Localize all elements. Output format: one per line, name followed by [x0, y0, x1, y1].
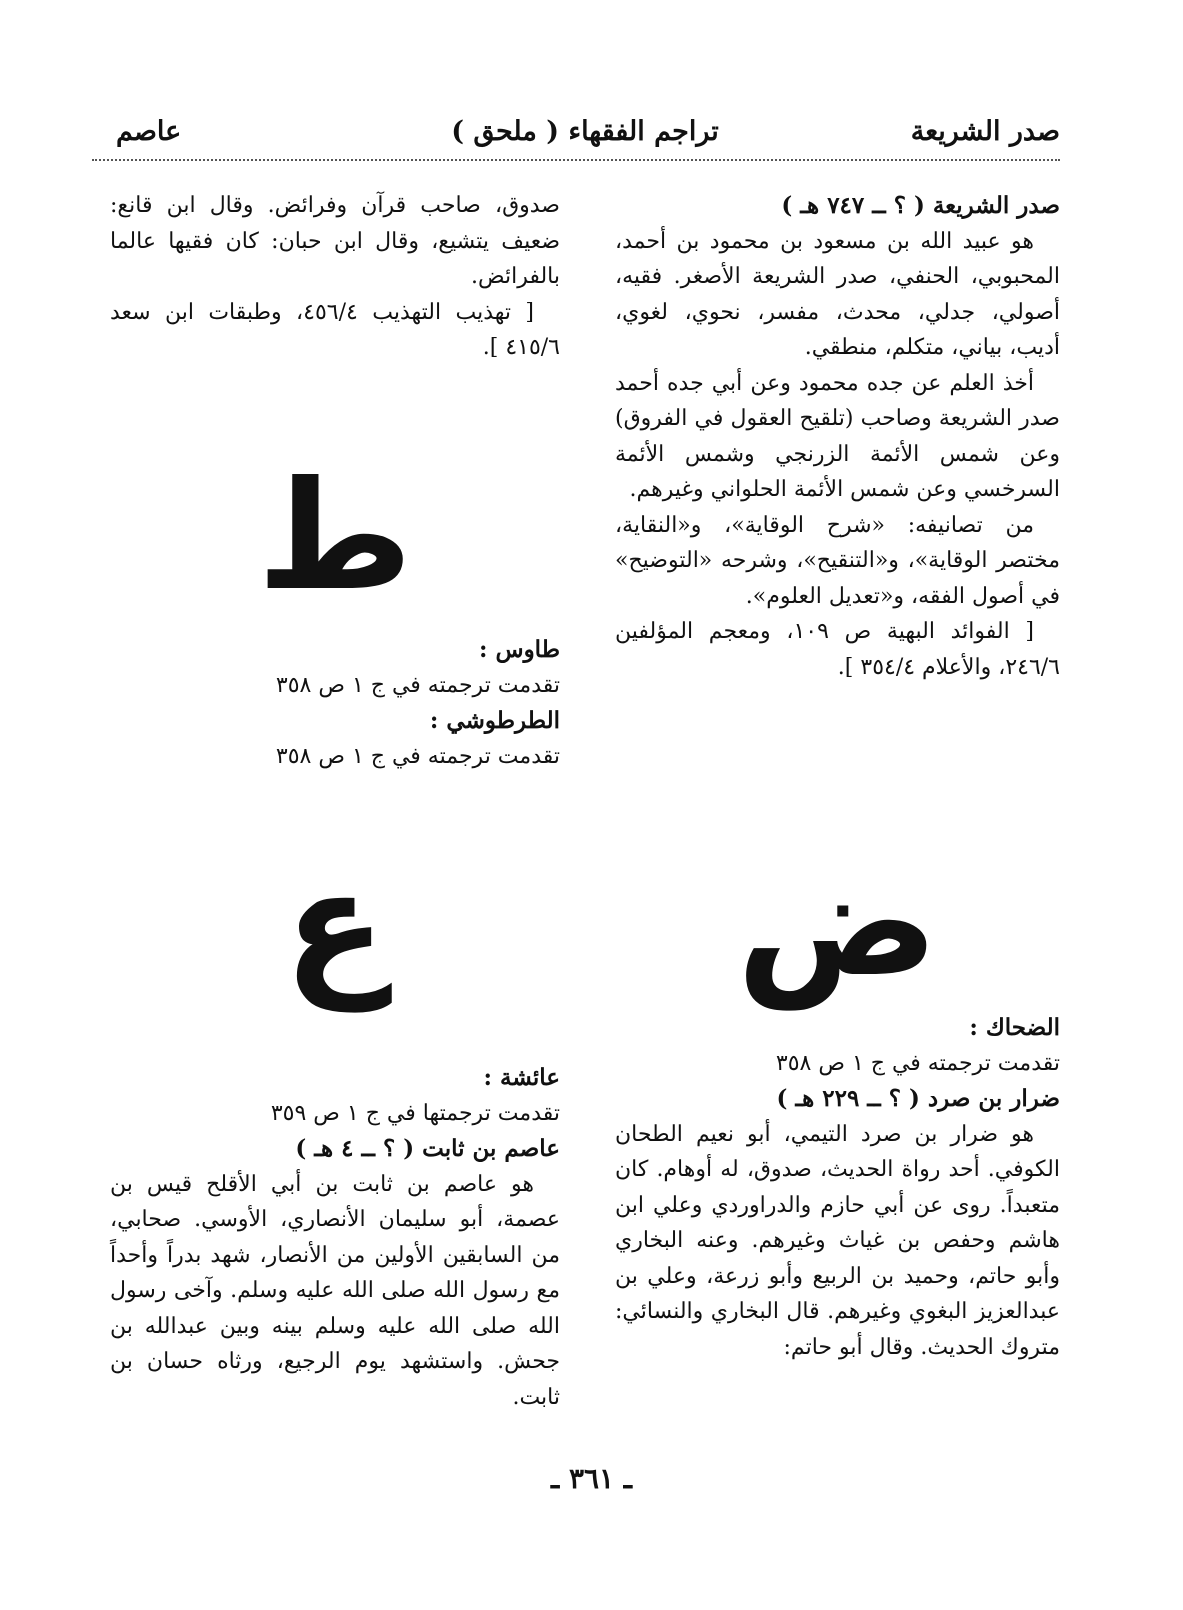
- entry-title: عائشة :: [483, 1064, 560, 1091]
- entry-body: تقدمت ترجمتها في ج ١ ص ٣٥٩: [270, 1100, 560, 1126]
- entry-body: هو ضرار بن صرد التيمي، أبو نعيم الطحان الكوفي. أحد رواة الحديث، صدوق، له أوهام. كان متعبداً. روى عن أبي حازم والدراوردي وعلي ابن هاشم وحفص بن غياث وغيرهم. وعنه البخاري وأبو حاتم، وحميد بن الربيع وأبو زرعة، وعلي بن عبدالعزيز البغوي وغيرهم. قال البخاري والنسائي: متروك الحديث. وقال أبو حاتم:: [615, 1121, 1060, 1360]
- header-left: عاصم: [116, 116, 182, 147]
- page-number: ـ ٣٦١ ـ: [550, 1462, 633, 1495]
- entry-title: صدر الشريعة ( ؟ ــ ٧٤٧ هـ ): [781, 192, 1060, 219]
- entry-body: هو عبيد الله بن مسعود بن محمود بن أحمد، المحبوبي، الحنفي، صدر الشريعة الأصغر. فقيه، أصولي، جدلي، محدث، مفسر، نحوي، لغوي، أديب، بياني، متكلم، منطقي.: [615, 228, 1060, 360]
- entry-body: أخذ العلم عن جده محمود وعن أبي جده أحمد صدر الشريعة وصاحب (تلقيح العقول في الفروق) وعن شمس الأئمة الزرنجي وشمس الأئمة السرخسي وعن شمس الأئمة الحلواني وغيرهم.: [615, 370, 1060, 502]
- left-column-middle: [110, 632, 560, 774]
- right-column-bottom: [615, 1010, 1060, 1365]
- running-header: [110, 116, 1060, 160]
- section-letter-ain: ع: [283, 838, 387, 1012]
- entry-body: من تصانيفه: «شرح الوقاية»، و«النقاية، مختصر الوقاية»، و«التنقيح»، وشرحه «التوضيح» في أصول الفقه، و«تعديل العلوم».: [615, 512, 1060, 609]
- section-letter-dad: ض: [736, 836, 939, 1010]
- entry-references: [ تهذيب التهذيب ٤٥٦/٤، وطبقات ابن سعد ٤١٥/٦ ].: [110, 299, 560, 360]
- entry-title: الطرطوشي :: [429, 707, 560, 734]
- entry-title: ضرار بن صرد ( ؟ ــ ٢٢٩ هـ ): [776, 1085, 1060, 1112]
- header-right: صدر الشريعة: [910, 116, 1060, 147]
- header-divider: [92, 159, 1060, 161]
- entry-body: تقدمت ترجمته في ج ١ ص ٣٥٨: [275, 672, 560, 698]
- entry-title: طاوس :: [479, 636, 560, 663]
- left-column-top: [110, 188, 560, 366]
- entry-title: الضحاك :: [969, 1014, 1060, 1041]
- section-letter-ta: ط: [257, 450, 413, 624]
- header-center: ( ملحق ) تراجم الفقهاء: [451, 116, 719, 147]
- entry-body: تقدمت ترجمته في ج ١ ص ٣٥٨: [775, 1050, 1060, 1076]
- entry-title: عاصم بن ثابت ( ؟ ــ ٤ هـ ): [295, 1135, 560, 1162]
- entry-references: [ الفوائد البهية ص ١٠٩، ومعجم المؤلفين ٢٤٦/٦، والأعلام ٣٥٤/٤ ].: [615, 619, 1060, 680]
- entry-body: تقدمت ترجمته في ج ١ ص ٣٥٨: [275, 743, 560, 769]
- entry-body: هو عاصم بن ثابت بن أبي الأقلح قيس بن عصمة، أبو سليمان الأنصاري، الأوسي. صحابي، من السابقين الأولين من الأنصار، شهد بدراً وأحداً مع رسول الله صلى الله عليه وسلم. وآخى رسول الله صلى الله عليه وسلم بينه وبين عبدالله بن جحش. واستشهد يوم الرجيع، ورثاه حسان بن ثابت.: [110, 1171, 560, 1410]
- right-column-top: [615, 188, 1060, 685]
- entry-body: صدوق، صاحب قرآن وفرائض. وقال ابن قانع: ضعيف يتشيع، وقال ابن حبان: كان فقيها عالما بالفرائض.: [110, 193, 560, 289]
- left-column-bottom: [110, 1060, 560, 1415]
